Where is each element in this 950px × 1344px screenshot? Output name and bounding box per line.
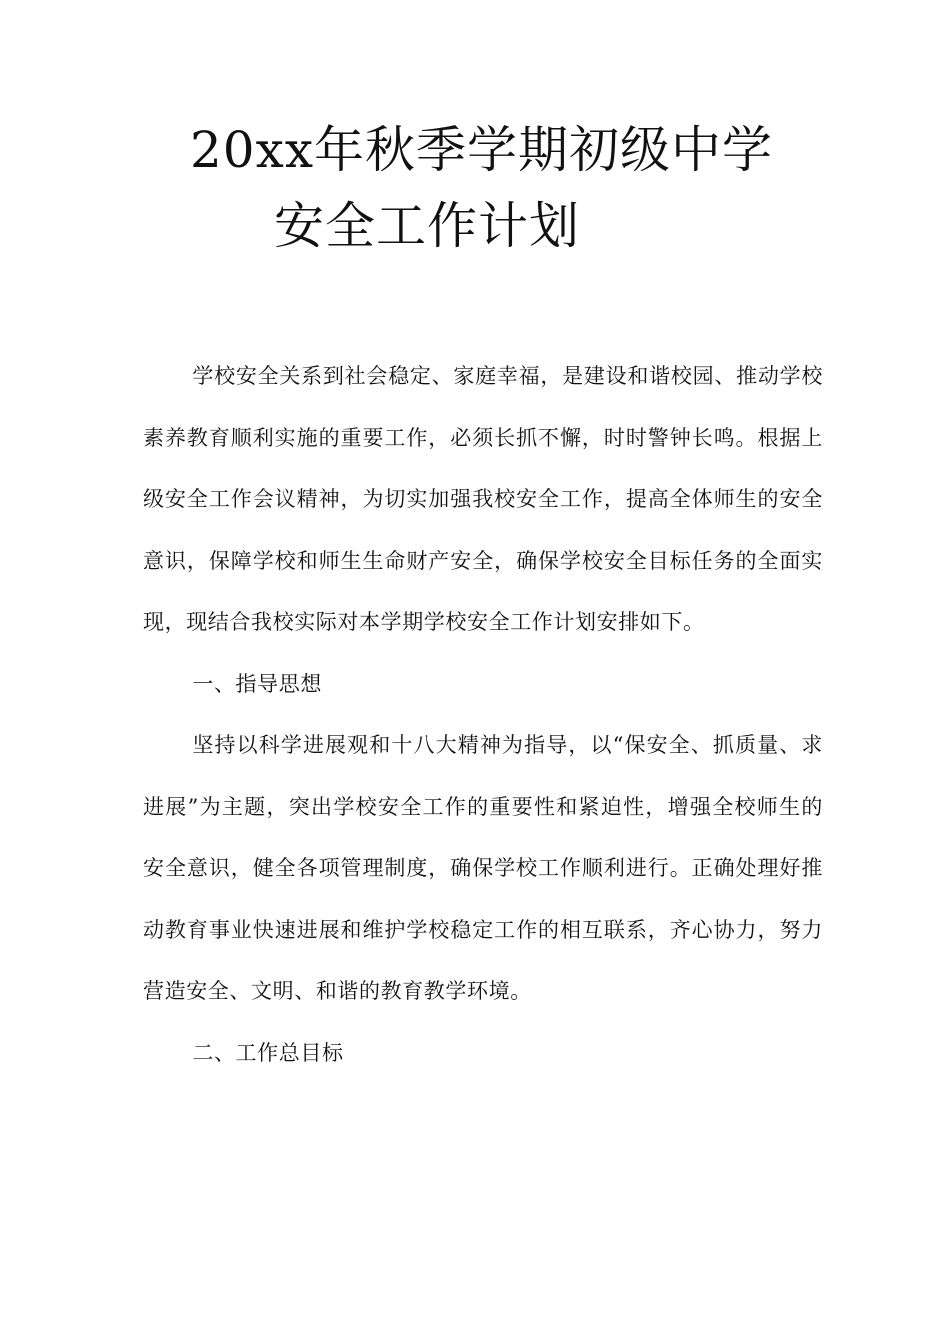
intro-paragraph: 学校安全关系到社会稳定、家庭幸福，是建设和谐校园、推动学校素养教育顺利实施的重要工作，必须长抓不懈，时时警钟长鸣。根据上级安全工作会议精神，为切实加强我校安全工作，提高全体师生的安全意识，保障学校和师生生命财产安全，确保学校安全目标任务的全面实现，现结合我校实际对本学期学校安全工作计划安排如下。	[143, 364, 823, 634]
document-title	[190, 112, 850, 264]
title-line-2: 安全工作计划	[274, 197, 580, 255]
document-body	[143, 346, 823, 1084]
section-heading-overall-goal: 二、工作总目标	[192, 1040, 344, 1065]
guiding-ideology-paragraph: 坚持以科学进展观和十八大精神为指导，以“保安全、抓质量、求进展”为主题，突出学校安全工作的重要性和紧迫性，增强全校师生的安全意识，健全各项管理制度，确保学校工作顺利进行。正确处理好推动教育事业快速进展和维护学校稳定工作的相互联系，齐心协力，努力营造安全、文明、和谐的教育教学环境。	[143, 733, 823, 1003]
title-line-1: 20xx年秋季学期初级中学	[190, 121, 774, 179]
section-heading-guiding-ideology: 一、指导思想	[192, 671, 322, 696]
